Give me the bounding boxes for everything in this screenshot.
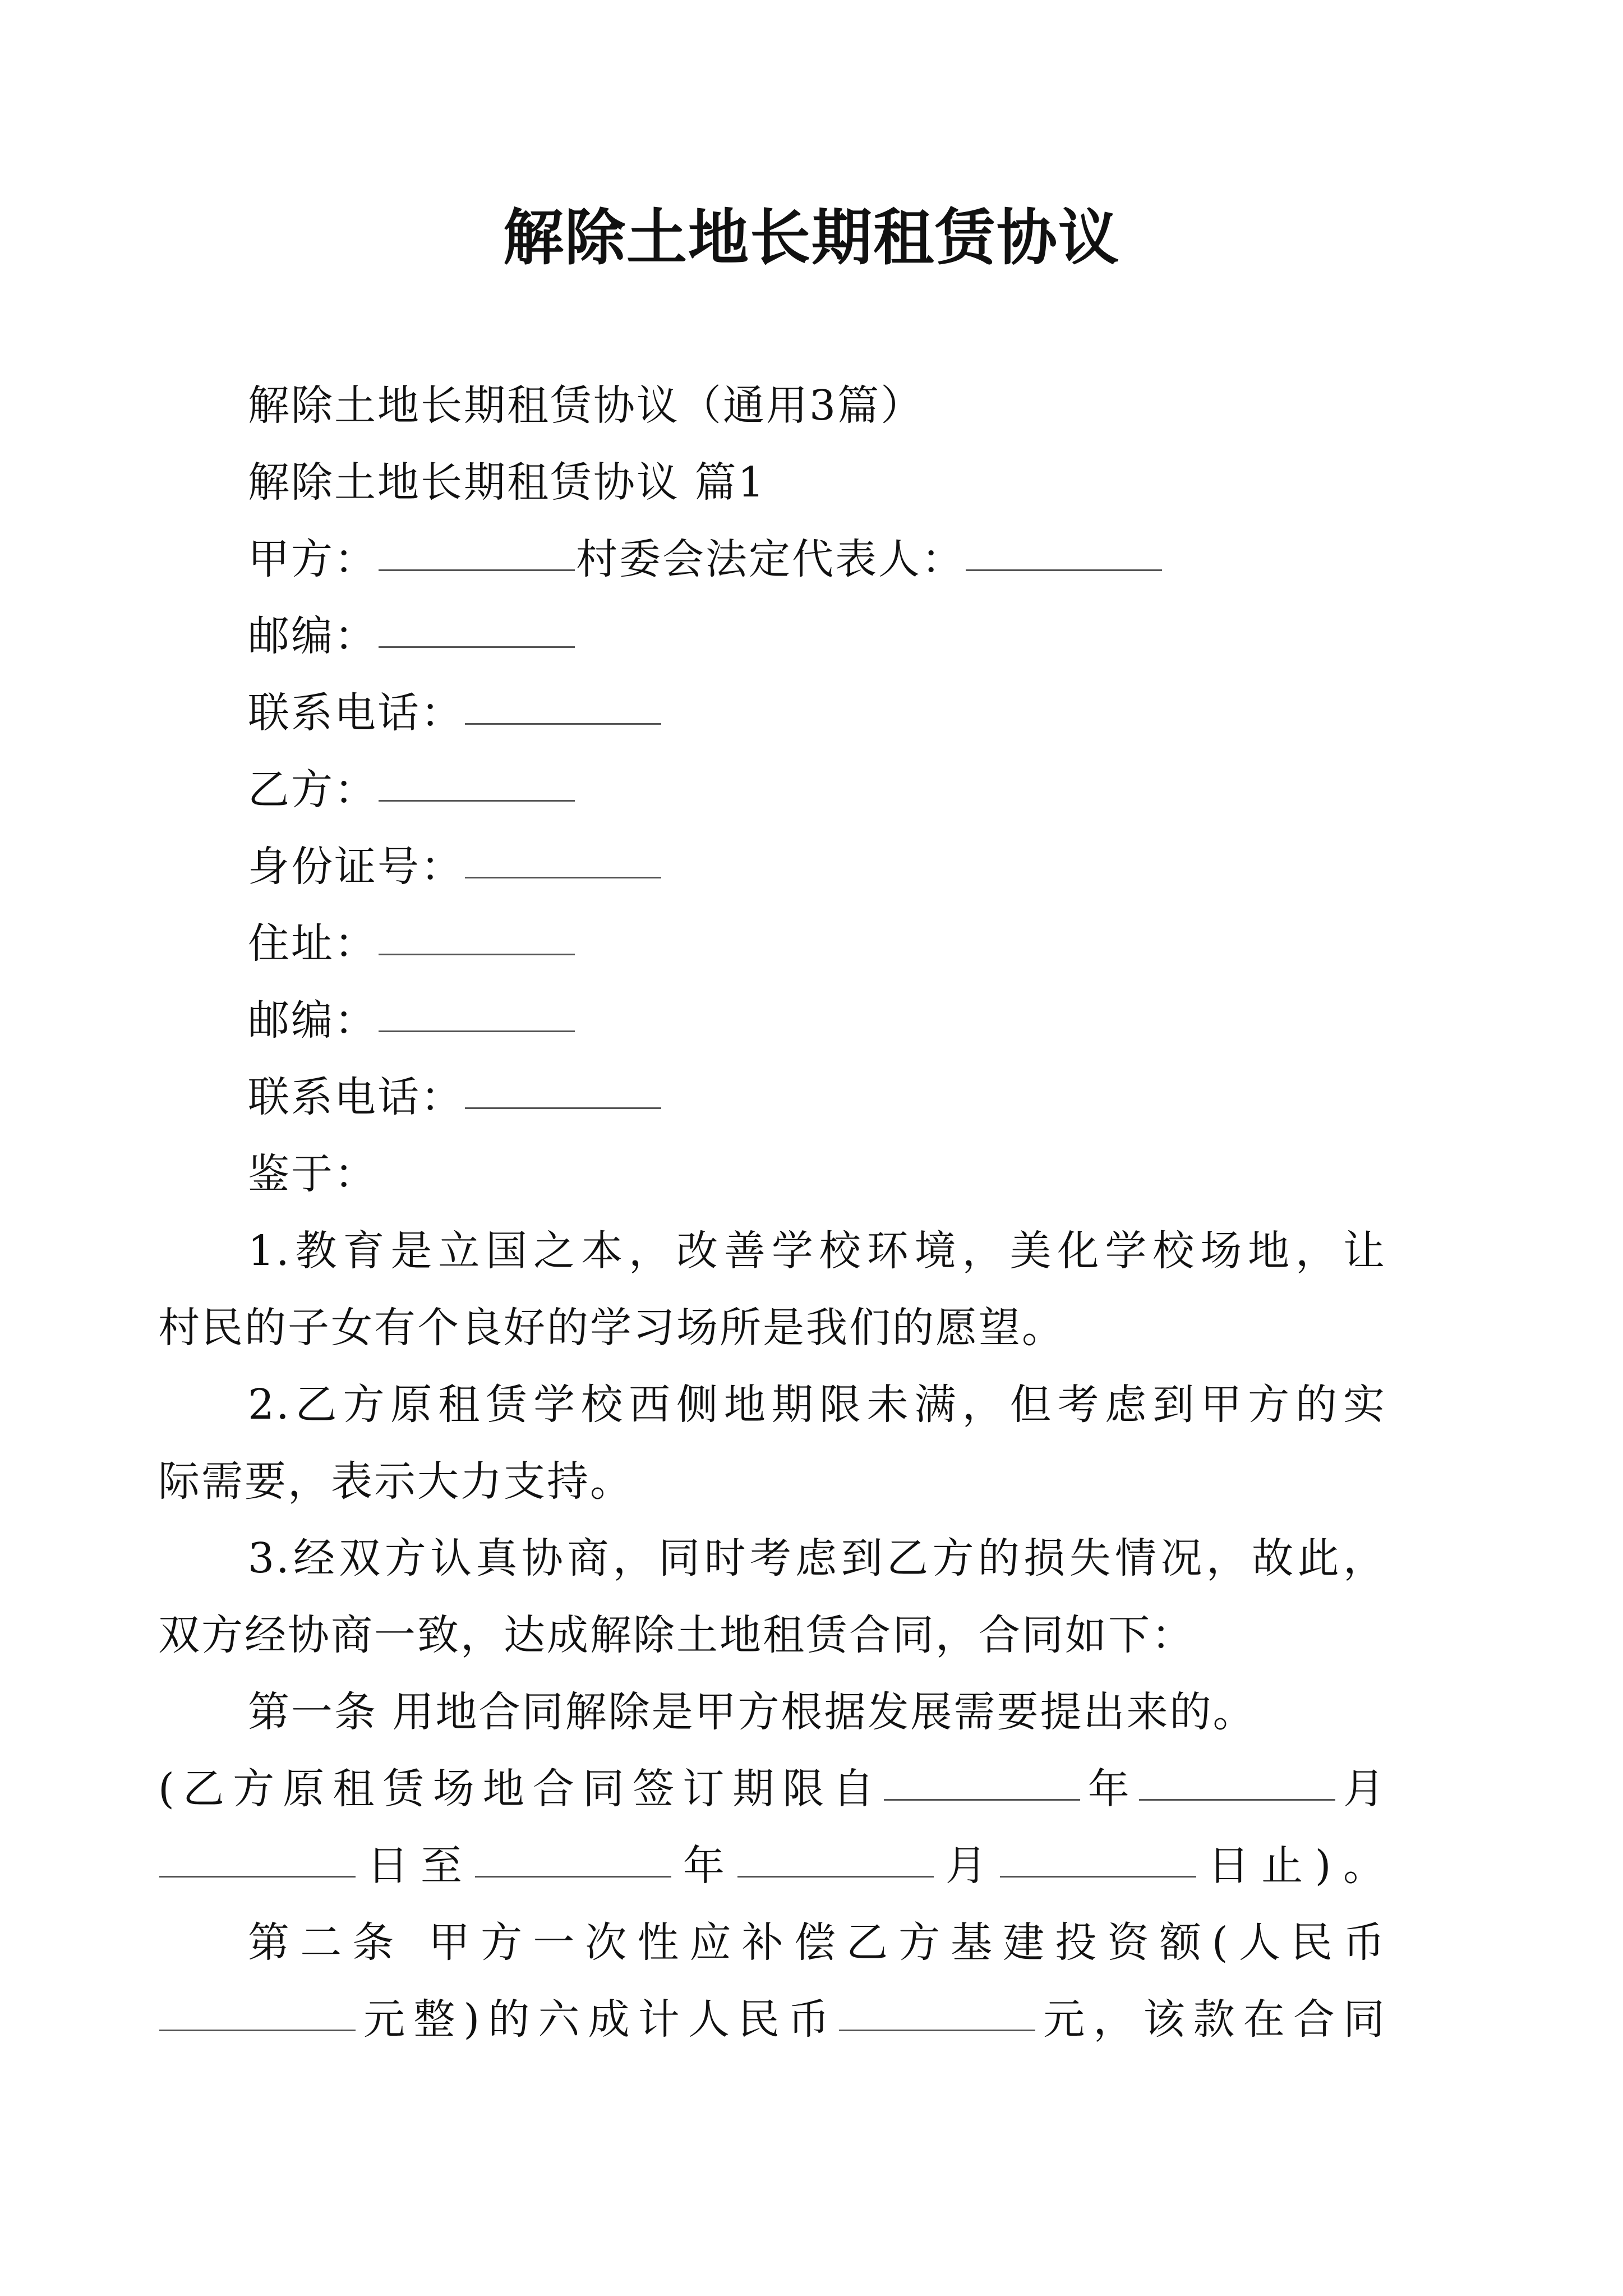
postcode-blank <box>379 646 575 648</box>
year-label: 年 <box>1081 1765 1138 1813</box>
article-1-line-2 <box>158 1751 1386 1828</box>
clauses-block <box>248 1213 1386 1290</box>
term-start-year-blank <box>884 1799 1080 1801</box>
postcode-blank-2 <box>379 1030 575 1032</box>
investment-amount-blank <box>159 2030 356 2031</box>
article-1-line-3 <box>158 1828 1386 1904</box>
postcode-label-2: 邮编： <box>248 996 377 1045</box>
article-2-text-a: 元整)的六成计人民币 <box>357 1995 838 2044</box>
clause-2-line-2: 际需要，表示大力支持。 <box>158 1457 633 1506</box>
whereas-label: 鉴于： <box>248 1150 377 1198</box>
clause-2-block <box>248 1366 1386 1443</box>
article-1-line-2-block <box>158 1751 1386 1828</box>
document-subtitle: 解除土地长期租赁协议（通用3篇） <box>248 381 924 430</box>
article-2-text-b: 元，该款在合同 <box>1036 1995 1386 2044</box>
postcode-label: 邮编： <box>248 612 377 660</box>
clause-1-line-2: 村民的子女有个良好的学习场所是我们的愿望。 <box>158 1304 1065 1352</box>
party-a-rep-blank <box>966 569 1162 571</box>
article-1-block <box>248 1674 1386 1751</box>
month-label: 月 <box>1336 1765 1386 1813</box>
compensation-amount-blank <box>839 2030 1035 2031</box>
article-1-term-label: (乙方原租赁场地合同签订期限自 <box>158 1765 883 1813</box>
term-end-day-blank <box>1000 1876 1196 1878</box>
address-line <box>248 905 1386 982</box>
day-end-label: 日止)。 <box>1197 1842 1386 1890</box>
party-b-line <box>248 752 1386 829</box>
article-2-line-2 <box>158 1981 1386 2058</box>
address-label: 住址： <box>248 919 377 968</box>
party-a-blank <box>379 569 575 571</box>
id-blank <box>465 877 661 878</box>
party-a-line <box>248 521 1386 598</box>
term-start-day-blank <box>159 1876 356 1878</box>
phone-blank <box>465 723 661 725</box>
id-number-line <box>248 829 1386 905</box>
article-2-line-2-block <box>158 1981 1386 2058</box>
party-b-phone-line <box>248 1059 1386 1136</box>
phone-label-2: 联系电话： <box>248 1073 464 1121</box>
clause-3-line-1: 3.经双方认真协商，同时考虑到乙方的损失情况，故此， <box>248 1534 1386 1582</box>
clause-2-line-1: 2.乙方原租赁学校西侧地期限未满，但考虑到甲方的实 <box>248 1381 1386 1429</box>
party-a-label: 甲方： <box>248 535 377 583</box>
party-a-phone-line <box>248 675 1386 752</box>
article-2-block <box>248 1904 1386 1981</box>
clause-1-line-1: 1.教育是立国之本，改善学校环境，美化学校场地，让 <box>248 1227 1386 1275</box>
day-to-label: 日至 <box>357 1842 474 1890</box>
clause-3-cont <box>158 1597 1386 1674</box>
year-label-2: 年 <box>672 1842 737 1890</box>
article-1-line-3-block <box>158 1828 1386 1904</box>
document-title: 解除土地长期租赁协议 <box>502 203 1120 273</box>
party-a-postcode-line <box>248 598 1386 675</box>
article-1-line-1: 第一条 用地合同解除是甲方根据发展需要提出来的。 <box>248 1688 1256 1736</box>
term-start-month-blank <box>1139 1799 1335 1801</box>
phone-label: 联系电话： <box>248 689 464 737</box>
party-b-postcode-line <box>248 982 1386 1059</box>
clause-3-block <box>248 1520 1386 1597</box>
section-heading: 解除土地长期租赁协议 篇1 <box>248 458 766 507</box>
party-b-blank <box>379 800 575 802</box>
document-body <box>248 367 1386 1213</box>
article-2-line-1: 第二条 甲方一次性应补偿乙方基建投资额(人民币 <box>248 1918 1386 1967</box>
phone-blank-2 <box>465 1107 661 1109</box>
term-end-year-blank <box>475 1876 671 1878</box>
address-blank <box>379 954 575 955</box>
clause-3-line-2: 双方经协商一致，达成解除土地租赁合同，合同如下： <box>158 1611 1195 1659</box>
party-b-label: 乙方： <box>248 766 377 814</box>
month-label-2: 月 <box>935 1842 999 1890</box>
party-a-rep-label: 村委会法定代表人： <box>576 535 965 583</box>
clause-2-cont <box>158 1443 1386 1520</box>
term-end-month-blank <box>737 1876 934 1878</box>
clause-1-cont <box>158 1290 1386 1366</box>
id-label: 身份证号： <box>248 843 464 891</box>
